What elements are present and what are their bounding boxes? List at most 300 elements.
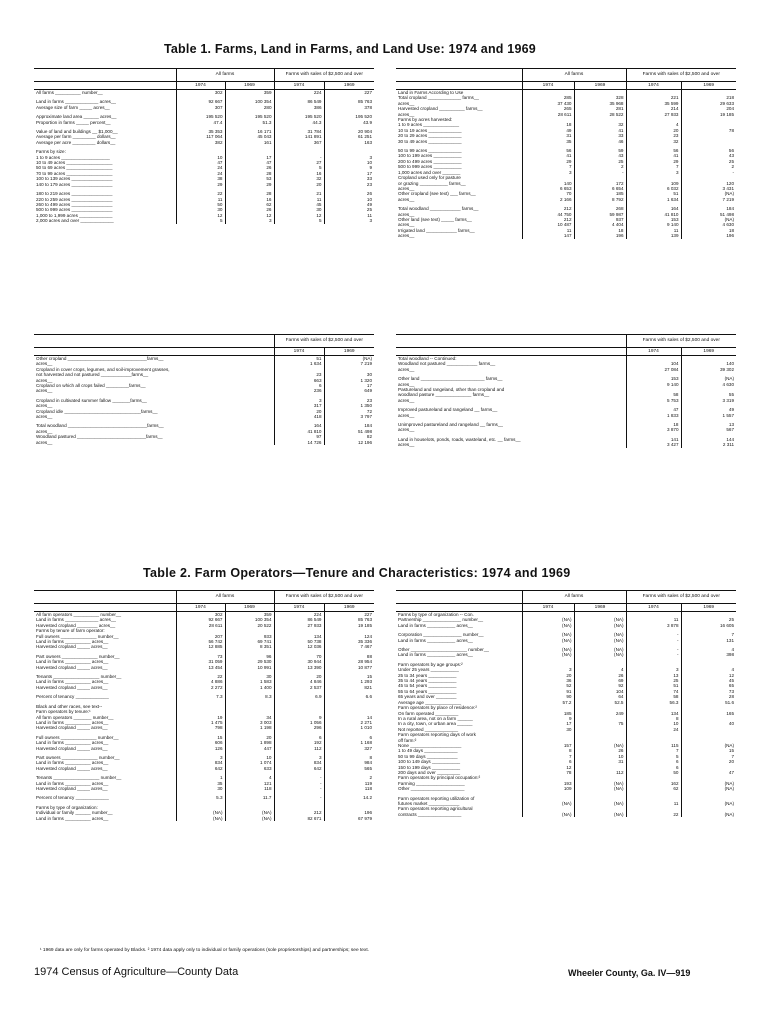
row-value: 20 — [274, 674, 324, 679]
row-label: Harvested cropland ________ acres__ — [36, 622, 116, 628]
row-label: Percent of tenancy _____________ — [36, 694, 109, 700]
row-value: 164 — [626, 206, 681, 211]
row-value: 12 — [681, 673, 736, 678]
t2r-year-1974: 1974 — [522, 603, 574, 611]
row-label: Value of land and buildings __ $1,000__ — [36, 129, 118, 135]
row-value: 45 043 — [225, 134, 274, 139]
row-value: (NA) — [522, 623, 574, 628]
row-label: Total cropland _____________ farms__ — [398, 95, 479, 101]
row-value: (NA) — [574, 632, 626, 637]
row-value: 7 — [681, 632, 736, 637]
row-label: 140 to 179 acres ________________ — [36, 181, 113, 187]
row-value: 41 810 — [626, 212, 681, 217]
row-value: (NA) — [522, 638, 574, 643]
row-value: 17 — [324, 383, 374, 388]
t1l-sales-header: Farms with sales of $2,500 and over — [274, 69, 374, 82]
row-value: (NA) — [522, 801, 574, 806]
row-value: 14 726 — [274, 440, 324, 445]
row-value: - — [626, 647, 681, 652]
row-value: 92 667 — [176, 99, 225, 104]
row-value: 49 — [681, 407, 736, 412]
row-label: Other cropland _______________________________farms__ — [36, 356, 164, 361]
row-label: 1 to 9 acres ___________________ — [36, 154, 110, 160]
row-label: Other land _________________________ farms__ — [398, 376, 503, 382]
t1ml-sales-header: Farms with sales of $2,500 and over — [274, 335, 374, 348]
row-label: Land in Farms According to Use — [398, 90, 464, 95]
row-value: 82 — [324, 434, 374, 439]
row-value: 153 — [626, 217, 681, 222]
row-value: 35 336 — [324, 639, 374, 644]
row-label: futures market ____________ — [398, 801, 460, 806]
row-value: 30 944 — [274, 659, 324, 664]
row-value: 606 — [176, 740, 225, 745]
row-label: acres__ — [36, 414, 53, 420]
row-value: 43 — [574, 153, 626, 158]
row-label: Total woodland _______________________________farms__ — [36, 423, 164, 429]
row-value: 1 010 — [324, 725, 374, 730]
t1l-year-1974b: 1974 — [274, 81, 324, 89]
row-value: 165 — [681, 711, 736, 716]
row-value: 13 — [626, 673, 681, 678]
row-label: Black and other races, see text-- — [36, 703, 103, 709]
row-value: 14 — [324, 715, 374, 720]
row-value: 1 — [176, 775, 225, 780]
row-value: 11 — [626, 801, 681, 806]
row-value: 7 — [626, 748, 681, 753]
row-label: acres__ — [36, 439, 53, 445]
row-label: Harvested cropland __________ farms__ — [398, 106, 483, 112]
row-label: 50 to 99 acres _____________ — [398, 148, 462, 154]
row-value: 78 — [681, 128, 736, 133]
row-value: 86 549 — [274, 99, 324, 104]
row-value: 157 — [522, 743, 574, 748]
row-value: 29 — [225, 182, 274, 187]
row-label: acres__ — [398, 442, 415, 448]
row-value: - — [274, 775, 324, 780]
row-value: 16 — [274, 171, 324, 176]
row-label: Harvested cropland _____ acres__ — [36, 785, 108, 791]
row-value: 29 — [626, 159, 681, 164]
row-value: 6 — [274, 735, 324, 740]
row-label: acres__ — [398, 185, 415, 191]
row-value: 51 — [274, 356, 324, 362]
row-value: (NA) — [681, 786, 736, 791]
row-label: Total woodland -- Continued: — [398, 356, 457, 361]
row-value: 118 — [225, 786, 274, 791]
row-value: 327 — [324, 746, 374, 751]
row-value: 51 — [626, 683, 681, 688]
row-value: 221 — [626, 95, 681, 100]
row-label: acres__ — [36, 428, 53, 434]
row-label: 200 days and over _________ — [398, 769, 461, 775]
row-value: 47.4 — [176, 120, 225, 125]
row-value: 11 — [274, 197, 324, 202]
row-label: Farm operators reporting days of work — [398, 732, 476, 738]
row-value: 24 — [176, 171, 225, 176]
row-value: 29 — [522, 159, 574, 164]
row-value: 359 — [225, 612, 274, 618]
row-value: 3 — [626, 170, 681, 175]
row-value: 26 — [225, 207, 274, 212]
row-label: All farms __________ number__ — [36, 90, 103, 95]
row-value: 10 — [626, 721, 681, 726]
row-value: 5.3 — [176, 795, 225, 800]
row-value: 192 — [274, 740, 324, 745]
row-value: 16 — [225, 197, 274, 202]
row-label: On farm operated _________ — [398, 710, 459, 716]
row-value: (NA) — [522, 617, 574, 622]
row-value: 567 — [681, 427, 736, 432]
row-label: Under 25 years ___________ — [398, 667, 459, 673]
row-value: 144 — [681, 437, 736, 442]
row-label: In a rural area, not on a farm ______ — [398, 715, 473, 721]
row-label: 500 to 999 acres ________________ — [36, 207, 113, 213]
t2l-year-1969: 1969 — [225, 603, 274, 611]
row-value: 196 — [324, 810, 374, 815]
row-value: 23 — [274, 372, 324, 377]
row-value: 4 846 — [274, 679, 324, 684]
row-value: 10 — [574, 754, 626, 759]
row-value: 4 886 — [176, 679, 225, 684]
row-value: 52 — [522, 683, 574, 688]
row-value: 23 — [324, 182, 374, 187]
row-value: (NA) — [574, 617, 626, 622]
row-value: 31 — [522, 133, 574, 138]
row-value: 45 — [681, 678, 736, 683]
t2l-year-1969b: 1969 — [324, 603, 374, 611]
row-value: 196 — [681, 233, 736, 238]
row-value: 25 — [626, 678, 681, 683]
row-value: 212 — [274, 810, 324, 815]
row-value: 265 — [522, 106, 574, 111]
row-value: 67 979 — [324, 816, 374, 821]
row-value: 218 — [681, 95, 736, 100]
row-value: (NA) — [574, 623, 626, 628]
row-value: 17 — [324, 171, 374, 176]
row-value: 15 — [324, 674, 374, 679]
row-value: 78 — [522, 770, 574, 775]
row-value: 302 — [176, 612, 225, 618]
row-label: Land in farms ___________ acres__ — [398, 652, 473, 658]
row-value: (NA) — [681, 812, 736, 817]
row-value: 3 427 — [626, 442, 681, 447]
row-value: 6 — [626, 765, 681, 770]
row-value: (NA) — [681, 781, 736, 786]
row-value: (NA) — [574, 812, 626, 817]
row-value: 7 — [681, 754, 736, 759]
row-value: 4 — [681, 667, 736, 672]
row-value: 9 — [522, 716, 574, 721]
row-value: 4 — [626, 122, 681, 127]
row-value: 58 — [626, 392, 681, 397]
row-value: 19 185 — [681, 112, 736, 117]
row-value: 11 — [626, 228, 681, 233]
row-value: 41 — [626, 153, 681, 158]
row-value: 5 — [176, 218, 225, 223]
row-value: 11 — [176, 197, 225, 202]
row-label: woodland pasture ______________ farms__ — [398, 392, 490, 398]
row-value: 1 320 — [324, 378, 374, 383]
row-value: 12 — [176, 213, 225, 218]
row-value: (NA) — [522, 812, 574, 817]
row-value: 134 — [626, 711, 681, 716]
row-label: 30 to 49 acres _____________ — [398, 138, 462, 144]
row-label: Individual or family ______ number__ — [36, 810, 113, 816]
row-value: 642 — [274, 766, 324, 771]
row-value: - — [681, 170, 736, 175]
t1r-sales-header: Farms with sales of $2,500 and over — [626, 69, 736, 82]
row-value: 296 — [274, 725, 324, 730]
t2r-year-1969b: 1969 — [681, 603, 736, 611]
row-value: 5 — [626, 754, 681, 759]
row-value: 70 — [522, 191, 574, 196]
row-value: 86 549 — [274, 617, 324, 622]
row-label: not harvested and not pastured ____________farms__ — [36, 372, 149, 378]
row-value: 31 784 — [274, 129, 324, 134]
row-label: Land in farms __________ acres__ — [36, 815, 109, 821]
row-label: 65 years and over ________ — [398, 694, 457, 700]
t2l-year-1974: 1974 — [176, 603, 225, 611]
row-value: (NA) — [681, 191, 736, 196]
t2r-all-farms-header: All farms — [522, 591, 626, 604]
row-value: 20 — [225, 735, 274, 740]
row-value: 20 904 — [324, 129, 374, 134]
row-value: 195 520 — [274, 114, 324, 119]
row-value: 7 219 — [324, 361, 374, 366]
row-value: (NA) — [574, 781, 626, 786]
row-value: 109 — [626, 181, 681, 186]
row-value: 2 — [574, 164, 626, 169]
row-label: acres__ — [398, 412, 415, 418]
row-value: 10 991 — [225, 665, 274, 670]
row-label: contracts _________________ — [398, 811, 462, 817]
row-label: 180 to 219 acres ________________ — [36, 191, 113, 197]
row-value: 29 530 — [225, 659, 274, 664]
row-value: 307 — [176, 105, 225, 110]
row-value: - — [274, 795, 324, 800]
row-value: 18 — [574, 228, 626, 233]
row-label: 260 to 499 acres ________________ — [36, 201, 113, 207]
row-value: 317 — [274, 403, 324, 408]
t2l-year-1974b: 1974 — [274, 603, 324, 611]
row-value: 41 — [522, 153, 574, 158]
t2r-year-1974b: 1974 — [626, 603, 681, 611]
row-value: 97 — [274, 434, 324, 439]
row-value: 56 742 — [176, 639, 225, 644]
row-value: 52.5 — [574, 700, 626, 705]
row-value: 20 — [274, 182, 324, 187]
row-value: 112 — [574, 770, 626, 775]
row-value: 7 — [522, 754, 574, 759]
row-value: 13 — [681, 422, 736, 427]
row-value: 4 630 — [681, 222, 736, 227]
row-value: 302 — [176, 90, 225, 96]
row-value: 147 — [522, 233, 574, 238]
row-value: 92 — [574, 683, 626, 688]
row-label: None ____________________ — [398, 742, 462, 748]
row-label: Full owners ______________ number__ — [36, 633, 119, 639]
row-value: (NA) — [574, 786, 626, 791]
row-value: 28 — [681, 694, 736, 699]
row-value: 3 — [225, 218, 274, 223]
row-value: 984 — [324, 760, 374, 765]
row-value: 1 634 — [626, 197, 681, 202]
row-label: Tenants __________________ number__ — [36, 674, 122, 680]
t1l-year-1969: 1969 — [225, 81, 274, 89]
row-value: 11 — [626, 617, 681, 622]
row-value: 16 171 — [225, 129, 274, 134]
row-label: 1,000 to 1,999 acres _____________ — [36, 212, 113, 218]
row-value: 120 — [681, 181, 736, 186]
row-value: 20 522 — [225, 623, 274, 628]
row-value: 126 — [176, 746, 225, 751]
row-value: 285 — [522, 95, 574, 100]
row-value: 3 797 — [324, 414, 374, 419]
row-value: 92 667 — [176, 617, 225, 622]
row-value: 236 — [274, 388, 324, 393]
row-label: Farms by type of organization -- Con. — [398, 612, 474, 617]
table-row — [34, 218, 374, 223]
row-value: (NA) — [574, 638, 626, 643]
row-label: 20 to 29 acres _____________ — [398, 133, 462, 139]
row-value: 35 — [522, 139, 574, 144]
row-value: 47 — [176, 160, 225, 165]
row-value: 38 — [176, 176, 225, 181]
row-label: 55 to 64 years ___________ — [398, 688, 457, 694]
row-value: (NA) — [681, 801, 736, 806]
row-value: 51.6 — [681, 700, 736, 705]
row-value: 6 — [274, 383, 324, 388]
row-value: 6.9 — [274, 694, 324, 699]
row-value: 44 750 — [522, 212, 574, 217]
row-value: 249 — [574, 711, 626, 716]
row-value: 663 — [274, 378, 324, 383]
row-label: 10 to 49 acres __________________ — [36, 160, 113, 166]
row-value: 82 671 — [274, 816, 324, 821]
row-value: 41 — [574, 128, 626, 133]
row-value: 2 271 — [324, 720, 374, 725]
row-value: 8 351 — [225, 644, 274, 649]
row-value: 37 430 — [522, 101, 574, 106]
row-label: Cropland in cover crops, legumes, and soil-improvement grasses, — [36, 366, 170, 372]
row-value: 73 — [681, 689, 736, 694]
row-value: 35 353 — [176, 129, 225, 134]
row-value: - — [274, 786, 324, 791]
row-value: 43 — [681, 153, 736, 158]
row-value: 9 — [274, 715, 324, 720]
row-value: 69 — [574, 678, 626, 683]
row-value: 12 036 — [274, 644, 324, 649]
t1mr-sales-header: Farms with sales of $2,500 and over — [626, 335, 736, 348]
row-value: 378 — [324, 105, 374, 110]
row-value: 20 — [626, 128, 681, 133]
t1r-year-1969b: 1969 — [681, 81, 736, 89]
row-value: 172 — [574, 181, 626, 186]
row-value: 45 — [274, 202, 324, 207]
row-value: 3 431 — [681, 186, 736, 191]
row-value: 565 — [324, 766, 374, 771]
row-value: 17 — [225, 155, 274, 160]
row-value: 26 — [225, 165, 274, 170]
row-value: 58 — [626, 694, 681, 699]
row-value: 398 — [681, 652, 736, 657]
row-value: 1 074 — [225, 760, 274, 765]
row-value: 1 350 — [324, 403, 374, 408]
row-value: 3 870 — [626, 427, 681, 432]
row-label: Farm operators by principal occupation:² — [398, 775, 481, 781]
row-value: 184 — [681, 206, 736, 211]
row-value: 1 475 — [176, 720, 225, 725]
t1l-year-1974: 1974 — [176, 81, 225, 89]
row-value: 124 — [324, 634, 374, 639]
row-value: 10 — [176, 155, 225, 160]
row-value: 25 — [574, 159, 626, 164]
row-label: acres__ — [398, 366, 415, 372]
row-label: Harvested cropland _____ acres__ — [36, 745, 108, 751]
row-value: 6 — [626, 759, 681, 764]
row-value: 31 059 — [176, 659, 225, 664]
row-label: In a city, town, or urban area ______ — [398, 721, 473, 727]
row-value: 7.3 — [176, 694, 225, 699]
row-value: 26 — [574, 673, 626, 678]
row-value: 70 — [274, 654, 324, 659]
row-value: 47 — [225, 160, 274, 165]
row-value: 69 741 — [225, 639, 274, 644]
row-label: acres__ — [398, 397, 415, 403]
row-value: 118 — [324, 786, 374, 791]
row-value: (NA) — [176, 810, 225, 815]
row-value: 28 — [225, 171, 274, 176]
row-value: 140 — [522, 181, 574, 186]
row-value: (NA) — [324, 356, 374, 362]
row-value: 359 — [225, 90, 274, 96]
row-value: - — [274, 155, 324, 160]
row-value: 6 — [522, 759, 574, 764]
row-value: 104 — [626, 361, 681, 366]
row-value: 2 — [681, 164, 736, 169]
row-value: 2 311 — [681, 442, 736, 447]
row-value: 195 520 — [324, 114, 374, 119]
row-value: 12 — [522, 765, 574, 770]
row-value: 6 — [324, 735, 374, 740]
row-value: 2 — [324, 775, 374, 780]
row-value: 141 — [626, 437, 681, 442]
row-value: 418 — [274, 414, 324, 419]
row-value: 1 583 — [225, 679, 274, 684]
row-value: 75 — [574, 721, 626, 726]
row-label: Average per acre _________ dollars__ — [36, 139, 116, 145]
row-label: Farms by type of organization: — [36, 804, 98, 810]
row-value: 30 — [176, 207, 225, 212]
row-value: 39 302 — [681, 367, 736, 372]
row-value: 28 954 — [324, 659, 374, 664]
row-label: Cropland used only for pasture — [398, 175, 461, 181]
row-value: 224 — [274, 612, 324, 618]
row-value: 164 — [274, 423, 324, 428]
row-value: 21 — [274, 191, 324, 196]
row-value: 18 — [681, 228, 736, 233]
table-row — [396, 442, 736, 447]
row-value: 20 — [274, 409, 324, 414]
row-value: 6 654 — [574, 186, 626, 191]
row-value: 32 — [274, 176, 324, 181]
row-label: 45 to 54 years ___________ — [398, 683, 457, 689]
row-value: 27 — [274, 160, 324, 165]
row-value: 59 — [574, 148, 626, 153]
row-value: 23 — [324, 398, 374, 403]
t1l-all-farms-header: All farms — [176, 69, 274, 82]
row-value: 73 — [176, 654, 225, 659]
